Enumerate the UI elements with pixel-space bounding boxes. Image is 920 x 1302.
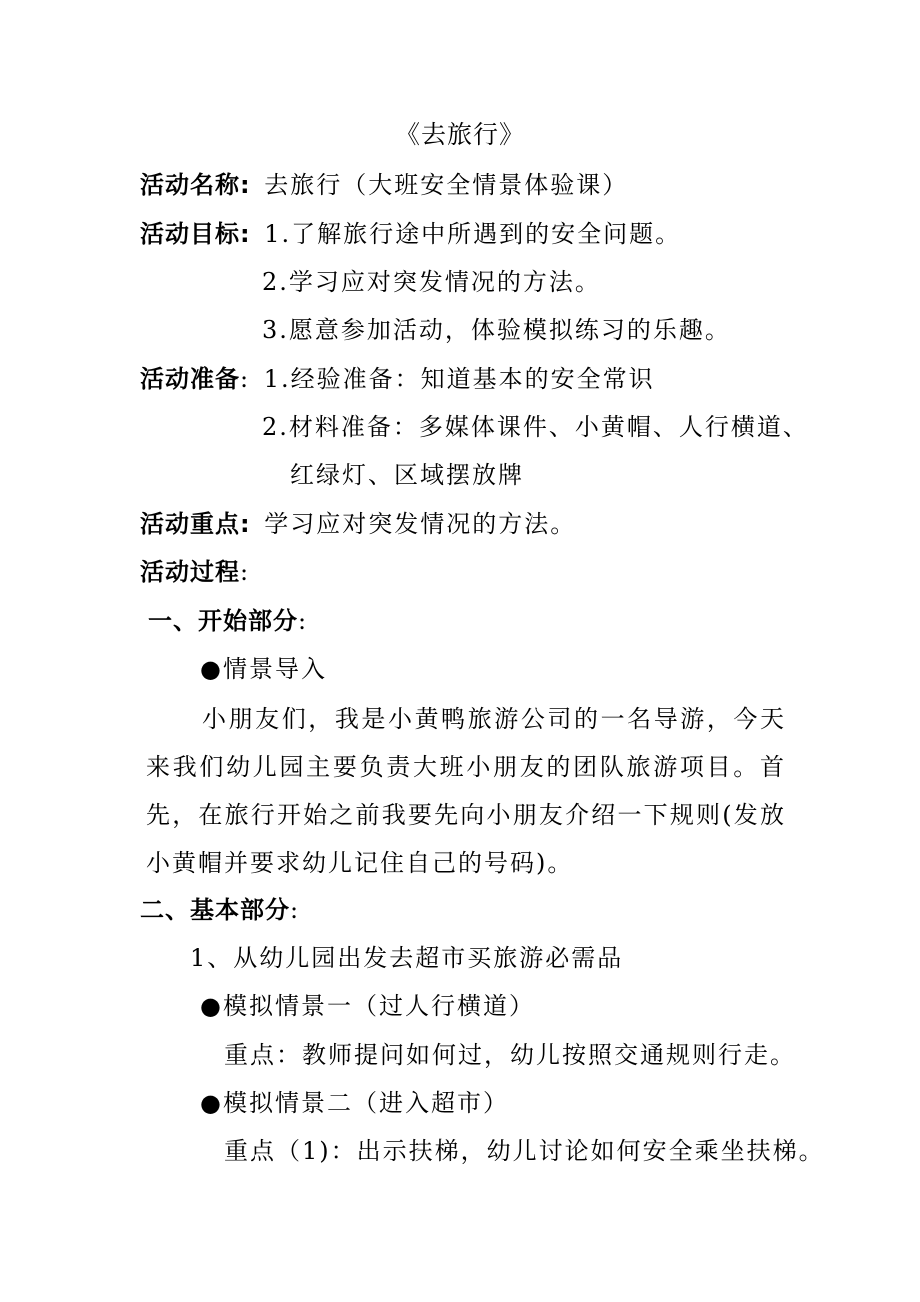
activity-focus-text: 学习应对突发情况的方法。 (264, 510, 577, 538)
part-two-heading: 二、基本部分 (140, 896, 290, 924)
part-two-scene-1: ●模拟情景一（过人行横道） (200, 992, 535, 1020)
activity-goal-2: 2.学习应对突发情况的方法。 (262, 268, 601, 296)
part-one-bullet: ●情景导入 (200, 655, 327, 683)
part-one-heading: 一、开始部分 (148, 607, 298, 635)
activity-prep-item-2-line-2: 红绿灯、区域摆放牌 (290, 461, 524, 489)
activity-prep-label: 活动准备 (140, 365, 240, 393)
activity-process-colon: : (240, 558, 251, 586)
part-two-heading-row (140, 895, 300, 925)
activity-focus-label: 活动重点: (140, 510, 251, 538)
part-two-scene-2-focus: 重点（1)：出示扶梯，幼儿讨论如何安全乘坐扶梯。 (224, 1137, 825, 1165)
activity-goals-label: 活动目标: (140, 220, 251, 248)
activity-goals-row (140, 219, 681, 249)
part-two-colon: : (290, 896, 301, 924)
activity-prep-item-1: 1.经验准备：知道基本的安全常识 (263, 365, 655, 393)
activity-goal-3: 3.愿意参加活动，体验模拟练习的乐趣。 (262, 316, 731, 344)
document-title: 《去旅行》 (394, 120, 525, 149)
activity-prep-colon: : (240, 365, 251, 393)
activity-focus-row (140, 509, 576, 539)
activity-process-label: 活动过程 (140, 558, 240, 586)
part-two-step-1: 1、从幼儿园出发去超市买旅游必需品 (190, 944, 624, 972)
activity-name-text: 去旅行（大班安全情景体验课） (264, 171, 629, 199)
activity-name-label: 活动名称: (140, 171, 251, 199)
activity-prep-row (140, 364, 655, 394)
part-two-scene-2: ●模拟情景二（进入超市） (200, 1089, 509, 1117)
activity-name-row (140, 170, 628, 200)
activity-goal-1: 1.了解旅行途中所遇到的安全问题。 (264, 220, 682, 248)
part-one-heading-row (148, 606, 308, 636)
part-two-scene-1-focus: 重点：教师提问如何过，幼儿按照交通规则行走。 (224, 1041, 796, 1069)
part-one-paragraph: 小朋友们，我是小黄鸭旅游公司的一名导游，今天来我们幼儿园主要负责大班小朋友的团队旅游项目。首先，在旅行开始之前我要先向小朋友介绍一下规则(发放小黄帽并要求幼儿记住自己的号码)。 (146, 705, 786, 877)
part-one-colon: : (298, 607, 309, 635)
activity-process-row (140, 557, 250, 587)
activity-prep-item-2-line-1: 2.材料准备：多媒体课件、小黄帽、人行横道、 (262, 413, 809, 441)
